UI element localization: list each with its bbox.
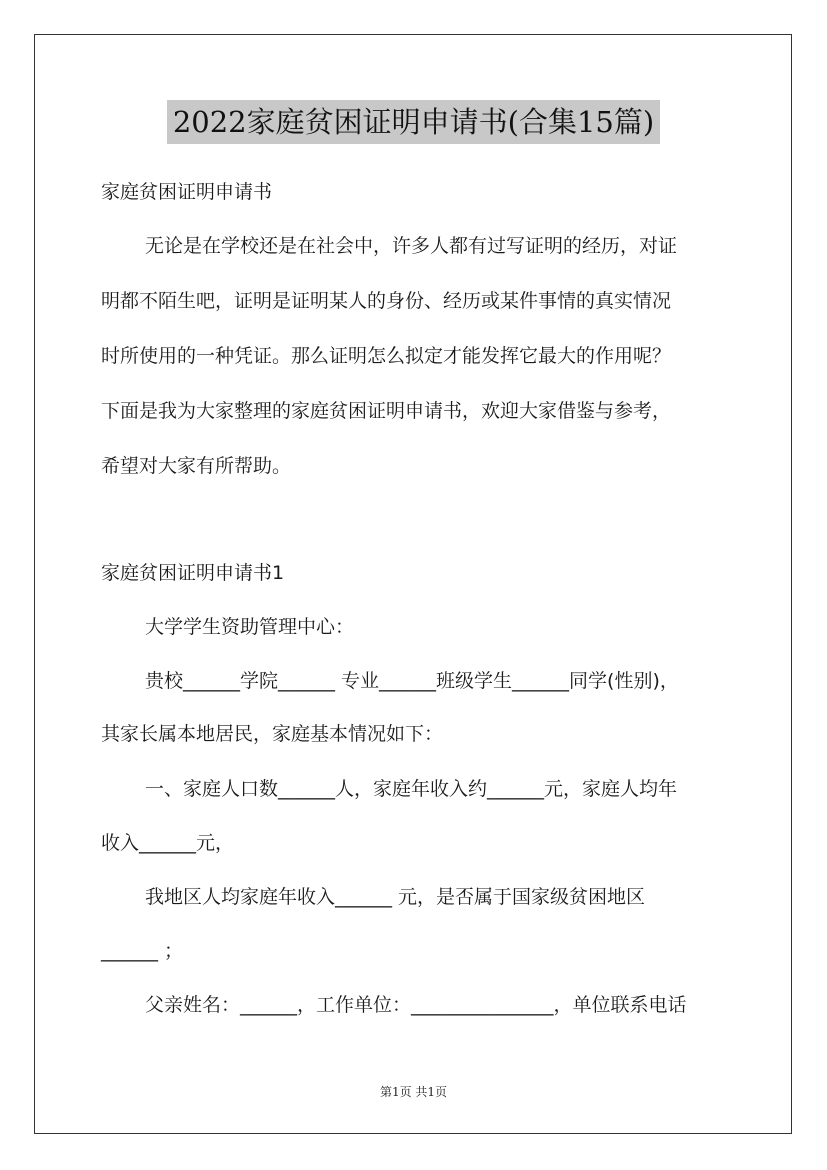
paragraph-line: 我地区人均家庭年收入______ 元，是否属于国家级贫困地区 [145,886,646,908]
paragraph-line: 贵校______学院______ 专业______班级学生______同学(性别)， [145,670,679,692]
title-container [0,100,827,144]
paragraph-line: 明都不陌生吧，证明是证明某人的身份、经历或某件事情的真实情况 [101,290,672,312]
section-heading: 家庭贫困证明申请书1 [101,562,285,584]
paragraph-line: 父亲姓名：______，工作单位：_______________，单位联系电话 [145,994,687,1016]
page-footer: 第1页 共1页 [379,1085,448,1099]
document-title: 2022家庭贫困证明申请书(合集15篇) [167,100,660,144]
section-heading: 家庭贫困证明申请书 [101,181,273,203]
paragraph-line: ______ ； [101,940,184,962]
paragraph-line: 无论是在学校还是在社会中，许多人都有过写证明的经历，对证 [145,235,678,257]
paragraph-line: 一、家庭人口数______人，家庭年收入约______元，家庭人均年 [145,778,678,800]
paragraph-line: 大学学生资助管理中心： [145,616,355,638]
paragraph-line: 收入______元， [101,832,235,854]
paragraph-line: 希望对大家有所帮助。 [101,455,292,477]
paragraph-line: 其家长属本地居民，家庭基本情况如下： [101,723,444,745]
paragraph-line: 下面是我为大家整理的家庭贫困证明申请书，欢迎大家借鉴与参考， [101,400,672,422]
paragraph-line: 时所使用的一种凭证。那么证明怎么拟定才能发挥它最大的作用呢？ [101,345,672,367]
